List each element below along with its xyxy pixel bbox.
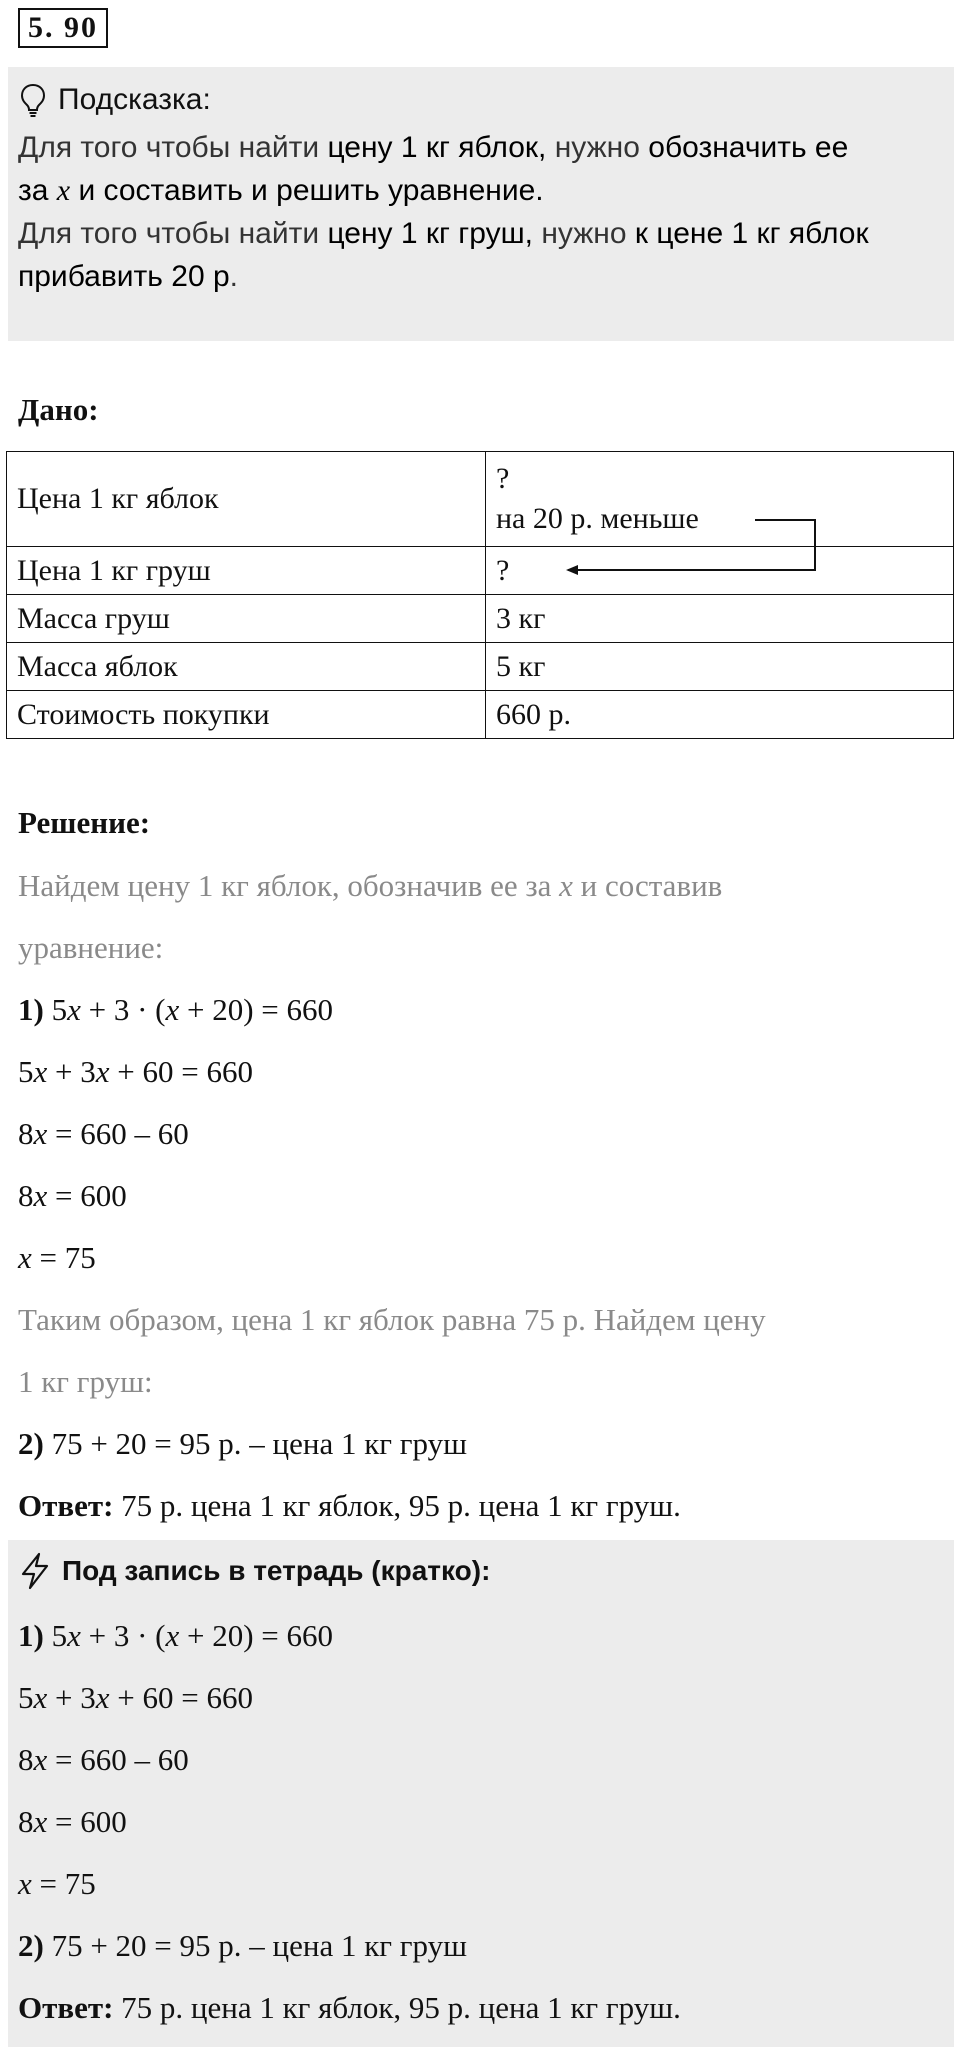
given-value: 3 кг [486,595,954,643]
solution-label: Решение: [18,805,151,840]
conclusion-line-1: Таким образом, цена 1 кг яблок равна 75 р. Найдем цену [18,1302,766,1337]
given-value-note: на 20 р. меньше [496,502,699,535]
hint-line-1: Для того чтобы найти цену 1 кг яблок, нужно обозначить ее [18,131,849,164]
given-value: ? [496,462,510,495]
relation-arrow-icon [0,0,960,620]
conclusion-line-2: 1 кг груш: [18,1364,153,1399]
given-label: Дано: [18,392,99,427]
table-row [7,691,954,739]
notebook-answer: Ответ: 75 р. цена 1 кг яблок, 95 р. цена 1 кг груш. [18,1990,681,2025]
solution-intro-line-2: уравнение: [18,930,164,965]
hint-title-text: Подсказка: [58,83,211,116]
notebook-equation-1: 1) 5x + 3 · (x + 20) = 660 [18,1618,334,1653]
hint-line-2: за x и составить и решить уравнение. [18,174,544,207]
given-name: Цена 1 кг яблок [7,452,486,547]
lightning-icon [18,1552,52,1590]
given-name: Стоимость покупки [7,691,486,739]
equation-5: x = 75 [18,1240,96,1275]
notebook-equation-2: 5x + 3x + 60 = 660 [18,1680,253,1715]
given-value: 5 кг [486,643,954,691]
equation-1: 1) 5x + 3 · (x + 20) = 660 [18,992,334,1027]
equation-2: 5x + 3x + 60 = 660 [18,1054,253,1089]
solution-intro-line-1: Найдем цену 1 кг яблок, обозначив ее за x и составив [18,868,723,903]
given-name: Масса яблок [7,643,486,691]
equation-4: 8x = 600 [18,1178,127,1213]
hint-line-4: прибавить 20 р. [18,260,238,293]
problem-number: 5. 90 [18,8,108,48]
answer: Ответ: 75 р. цена 1 кг яблок, 95 р. цена 1 кг груш. [18,1488,681,1523]
given-value: 660 р. [486,691,954,739]
notebook-equation-3: 8x = 660 – 60 [18,1742,189,1777]
notebook-equation-4: 8x = 600 [18,1804,127,1839]
step-2: 2) 75 + 20 = 95 р. – цена 1 кг груш [18,1426,467,1461]
notebook-equation-5: x = 75 [18,1866,96,1901]
table-row [7,643,954,691]
hint-line-3: Для того чтобы найти цену 1 кг груш, нужно к цене 1 кг яблок [18,217,869,250]
notebook-title [18,1546,490,1596]
given-name: Масса груш [7,595,486,643]
notebook-step-2: 2) 75 + 20 = 95 р. – цена 1 кг груш [18,1928,467,1963]
equation-3: 8x = 660 – 60 [18,1116,189,1151]
given-value: ? [486,547,954,595]
given-name: Цена 1 кг груш [7,547,486,595]
notebook-title-text: Под запись в тетрадь (кратко): [62,1555,491,1586]
